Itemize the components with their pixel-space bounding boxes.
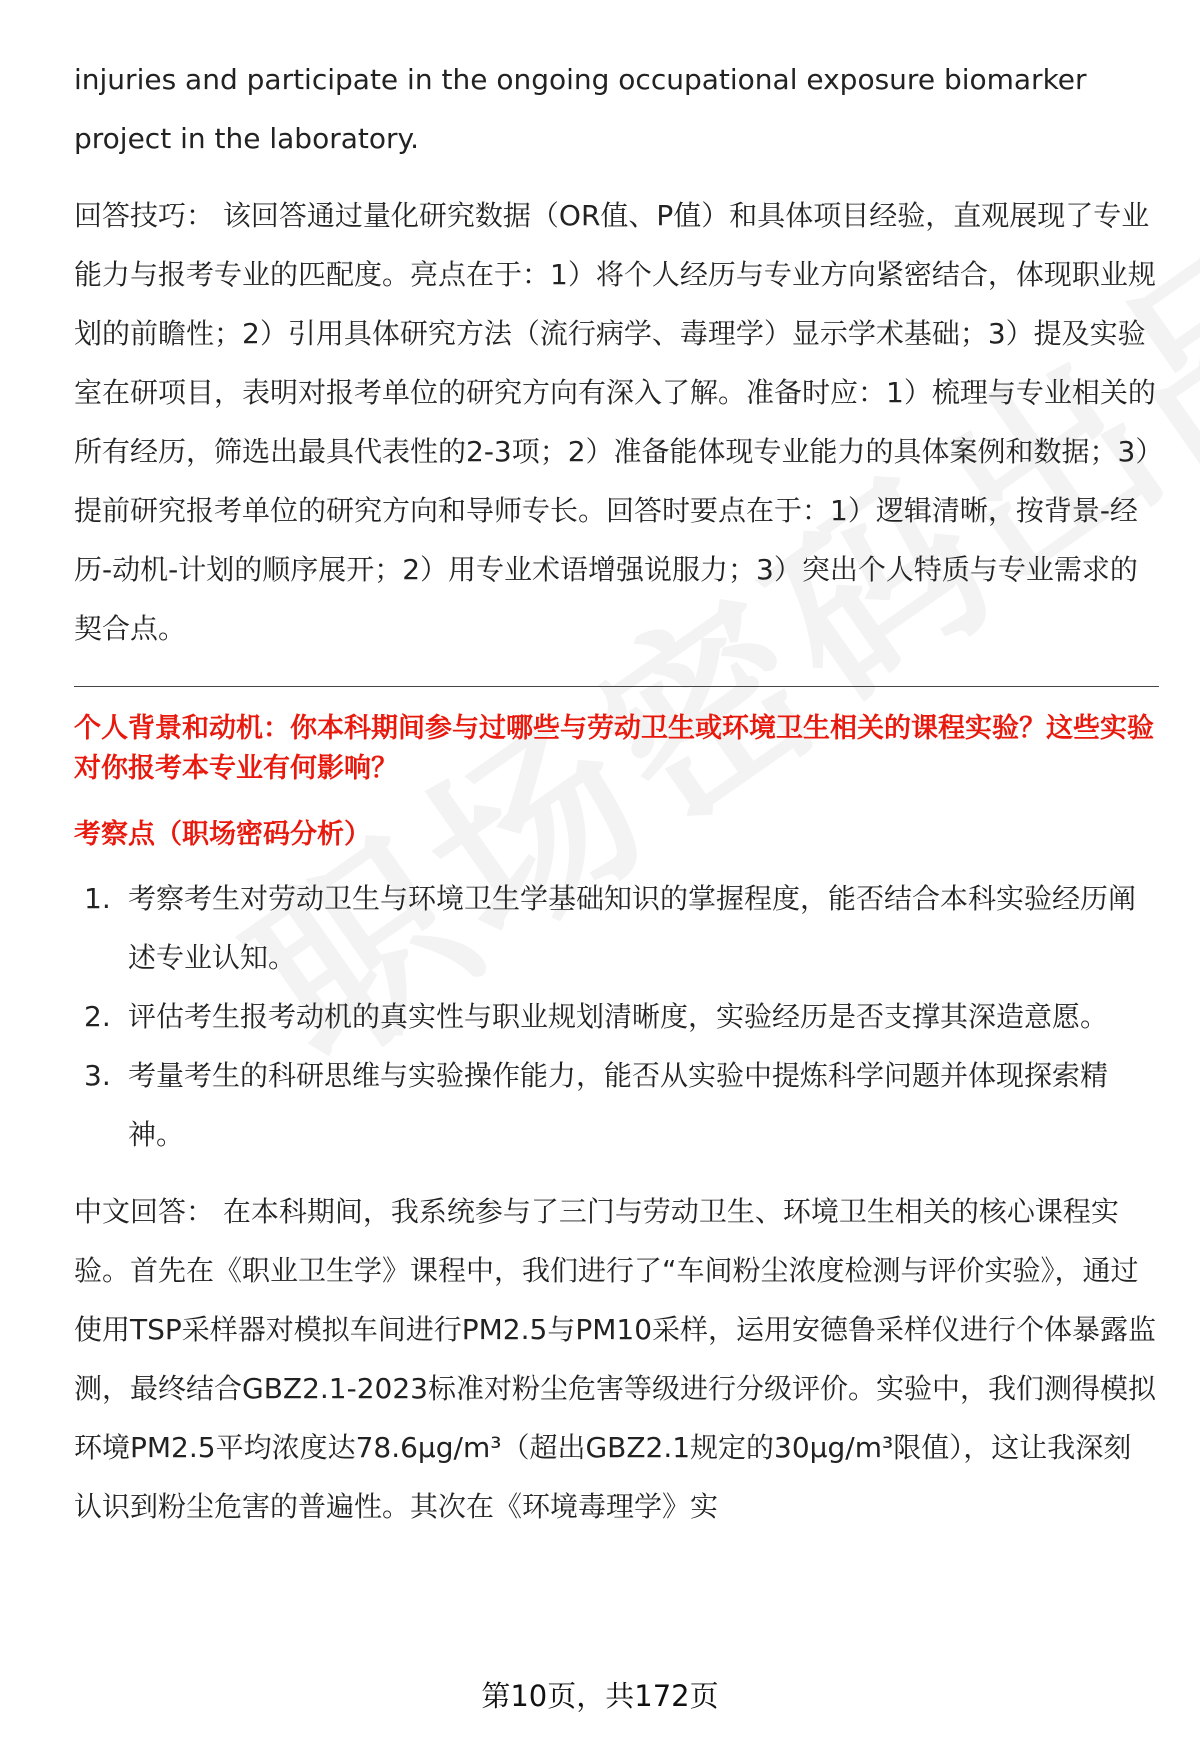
list-item-text: 考量考生的科研思维与实验操作能力，能否从实验中提炼科学问题并体现探索精神。: [128, 1059, 1109, 1151]
list-item: [74, 869, 1159, 987]
question-heading: 个人背景和动机：你本科期间参与过哪些与劳动卫生或环境卫生相关的课程实验？这些实验对你报考本专业有何影响？: [74, 713, 1154, 784]
list-item-number: 2.: [84, 1000, 111, 1033]
list-item-number: 1.: [84, 882, 111, 915]
list-item-text: 考察考生对劳动卫生与环境卫生学基础知识的掌握程度，能否结合本科实验经历阐述专业认知。: [128, 882, 1137, 974]
list-item: [74, 987, 1159, 1046]
intro-paragraph: injuries and participate in the ongoing occupational exposure biomarker project in the laboratory.: [74, 63, 1087, 155]
list-item-text: 评估考生报考动机的真实性与职业规划清晰度，实验经历是否支撑其深造意愿。: [128, 1000, 1109, 1033]
tips-paragraph: 回答技巧： 该回答通过量化研究数据（OR值、P值）和具体项目经验，直观展现了专业能力与报考专业的匹配度。亮点在于：1）将个人经历与专业方向紧密结合，体现职业规划的前瞻性；2）引用具体研究方法（流行病学、毒理学）显示学术基础；3）提及实验室在研项目，表明对报考单位的研究方向有深入了解。准备时应：1）梳理与专业相关的所有经历，筛选出最具代表性的2-3项；2）准备能体现专业能力的具体案例和数据；3）提前研究报考单位的研究方向和导师专长。回答时要点在于：1）逻辑清晰，按背景-经历-动机-计划的顺序展开；2）用专业术语增强说服力；3）突出个人特质与专业需求的契合点。: [74, 199, 1156, 645]
assessment-heading: 考察点（职场密码分析）: [74, 819, 371, 850]
page-number-footer: 第10页，共172页: [481, 1679, 719, 1713]
answer-paragraph: 中文回答： 在本科期间，我系统参与了三门与劳动卫生、环境卫生相关的核心课程实验。首先在《职业卫生学》课程中，我们进行了“车间粉尘浓度检测与评价实验》，通过使用TSP采样器对模拟车间进行PM2.5与PM10采样，运用安德鲁采样仪进行个体暴露监测，最终结合GBZ2.1-2023标准对粉尘危害等级进行分级评价。实验中，我们测得模拟环境PM2.5平均浓度达78.6μg/m³（超出GBZ2.1规定的30μg/m³限值），这让我深刻认识到粉尘危害的普遍性。其次在《环境毒理学》实: [74, 1195, 1157, 1523]
list-item-number: 3.: [84, 1059, 111, 1092]
list-item: [74, 1046, 1159, 1164]
assessment-points-list: [74, 869, 1159, 1164]
document-page: [74, 50, 1159, 1536]
section-divider: [74, 686, 1159, 687]
